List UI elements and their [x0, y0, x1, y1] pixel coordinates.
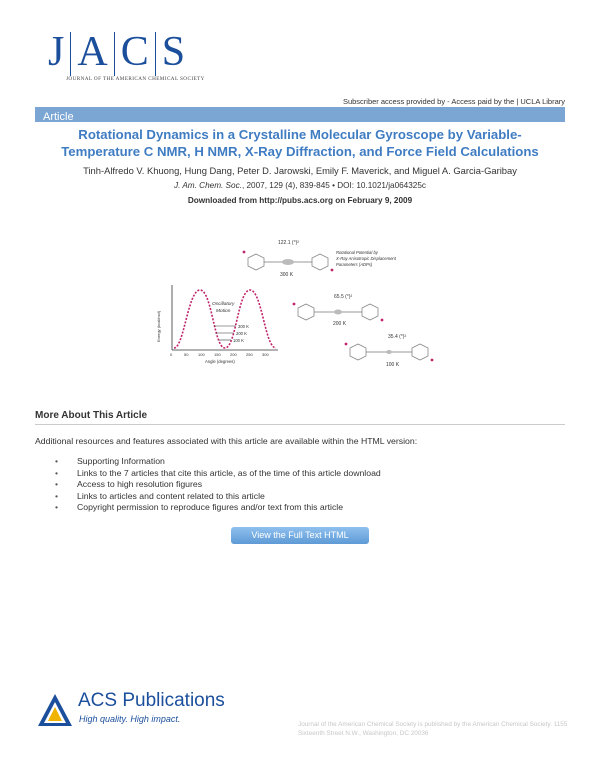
structure-temp: 300 K: [280, 272, 294, 278]
legend-line-1: Rotational Potential by: [336, 250, 378, 255]
abstract-graphic: [150, 230, 450, 380]
logo-letter-s: S: [161, 29, 186, 75]
molecule-structure-100k: [345, 334, 434, 368]
structure-temp: 100 K: [386, 362, 400, 368]
divider: [35, 424, 565, 425]
resource-item: • Supporting Information: [55, 456, 381, 468]
more-about-heading: More About This Article: [35, 410, 148, 421]
resource-item: • Links to articles and content related to this article: [55, 491, 381, 503]
molecule-structure-300k: [243, 240, 334, 278]
journal-name: J. Am. Chem. Soc.: [174, 181, 242, 190]
access-line: Subscriber access provided by - Access paid by the | UCLA Library: [342, 97, 565, 106]
resources-intro: Additional resources and features associated with this article are available within the HTML version:: [35, 436, 418, 446]
authors: Tinh-Alfredo V. Khuong, Hung Dang, Peter D. Jarowski, Emily F. Maverick, and Miguel A. Garcia-Garibay: [83, 165, 517, 176]
view-full-text-button[interactable]: View the Full Text HTML: [231, 527, 369, 544]
article-title: [35, 126, 565, 160]
jacs-logo: [42, 29, 222, 86]
x-tick-label: 0: [170, 352, 173, 357]
structure-temp: 200 K: [333, 321, 347, 327]
logo-letter-c: C: [120, 29, 149, 75]
citation-details: , 2007, 129 (4), 839-845 • DOI: 10.1021/ja064325c: [241, 181, 426, 190]
section-bar: [35, 107, 565, 122]
title-line-2: Temperature C NMR, H NMR, X-Ray Diffraction, and Force Field Calculations: [61, 144, 539, 159]
x-tick-label: 50: [184, 352, 189, 357]
molecule-structure-200k: [293, 294, 384, 327]
x-tick-label: 200: [230, 352, 237, 357]
acs-publications-name: ACS Publications: [78, 690, 225, 711]
structure-value: 122.1 (°)²: [278, 240, 299, 246]
x-tick-label: 150: [214, 352, 221, 357]
temp-label: 300 K: [238, 324, 249, 329]
x-tick-label: 300: [262, 352, 269, 357]
resource-list: [55, 456, 381, 514]
logo-letter-a: A: [77, 29, 108, 75]
citation: [35, 181, 565, 190]
potential-curve: [174, 290, 276, 348]
resource-item: • Copyright permission to reproduce figures and/or text from this article: [55, 502, 381, 514]
x-tick-label: 250: [246, 352, 253, 357]
section-label: Article: [43, 111, 74, 123]
title-line-1: Rotational Dynamics in a Crystalline Molecular Gyroscope by Variable-: [78, 127, 522, 142]
logo-subtitle: JOURNAL OF THE AMERICAN CHEMICAL SOCIETY: [66, 76, 205, 82]
logo-letter-j: J: [48, 29, 65, 75]
acs-logo-icon: [36, 692, 74, 728]
download-note: Downloaded from http://pubs.acs.org on February 9, 2009: [187, 196, 413, 205]
x-tick-label: 100: [198, 352, 205, 357]
plot-ylabel: Energy (kcal/mol): [156, 310, 161, 342]
oscillatory-label: Oscillatory: [212, 302, 235, 307]
acs-tagline: High quality. High impact.: [79, 714, 181, 724]
temp-label: 200 K: [236, 331, 247, 336]
structure-value: 65.5 (°)²: [334, 294, 353, 300]
temp-label: 100 K: [233, 338, 244, 343]
legend-line-3: Parameters (ADPs): [336, 262, 373, 267]
structure-value: 35.4 (°)²: [388, 334, 407, 340]
legend-line-2: X-Ray Anisotropic Displacement: [336, 256, 396, 261]
publisher-note: Journal of the American Chemical Society is published by the American Chemical Society. 1155 Sixteenth Street N.W., Washington, DC 20036: [298, 721, 568, 737]
motion-label: Motion: [216, 309, 231, 314]
resource-item: • Links to the 7 articles that cite this article, as of the time of this article download: [55, 468, 381, 480]
resource-item: • Access to high resolution figures: [55, 479, 381, 491]
plot-xlabel: Angle (degrees): [205, 359, 235, 364]
